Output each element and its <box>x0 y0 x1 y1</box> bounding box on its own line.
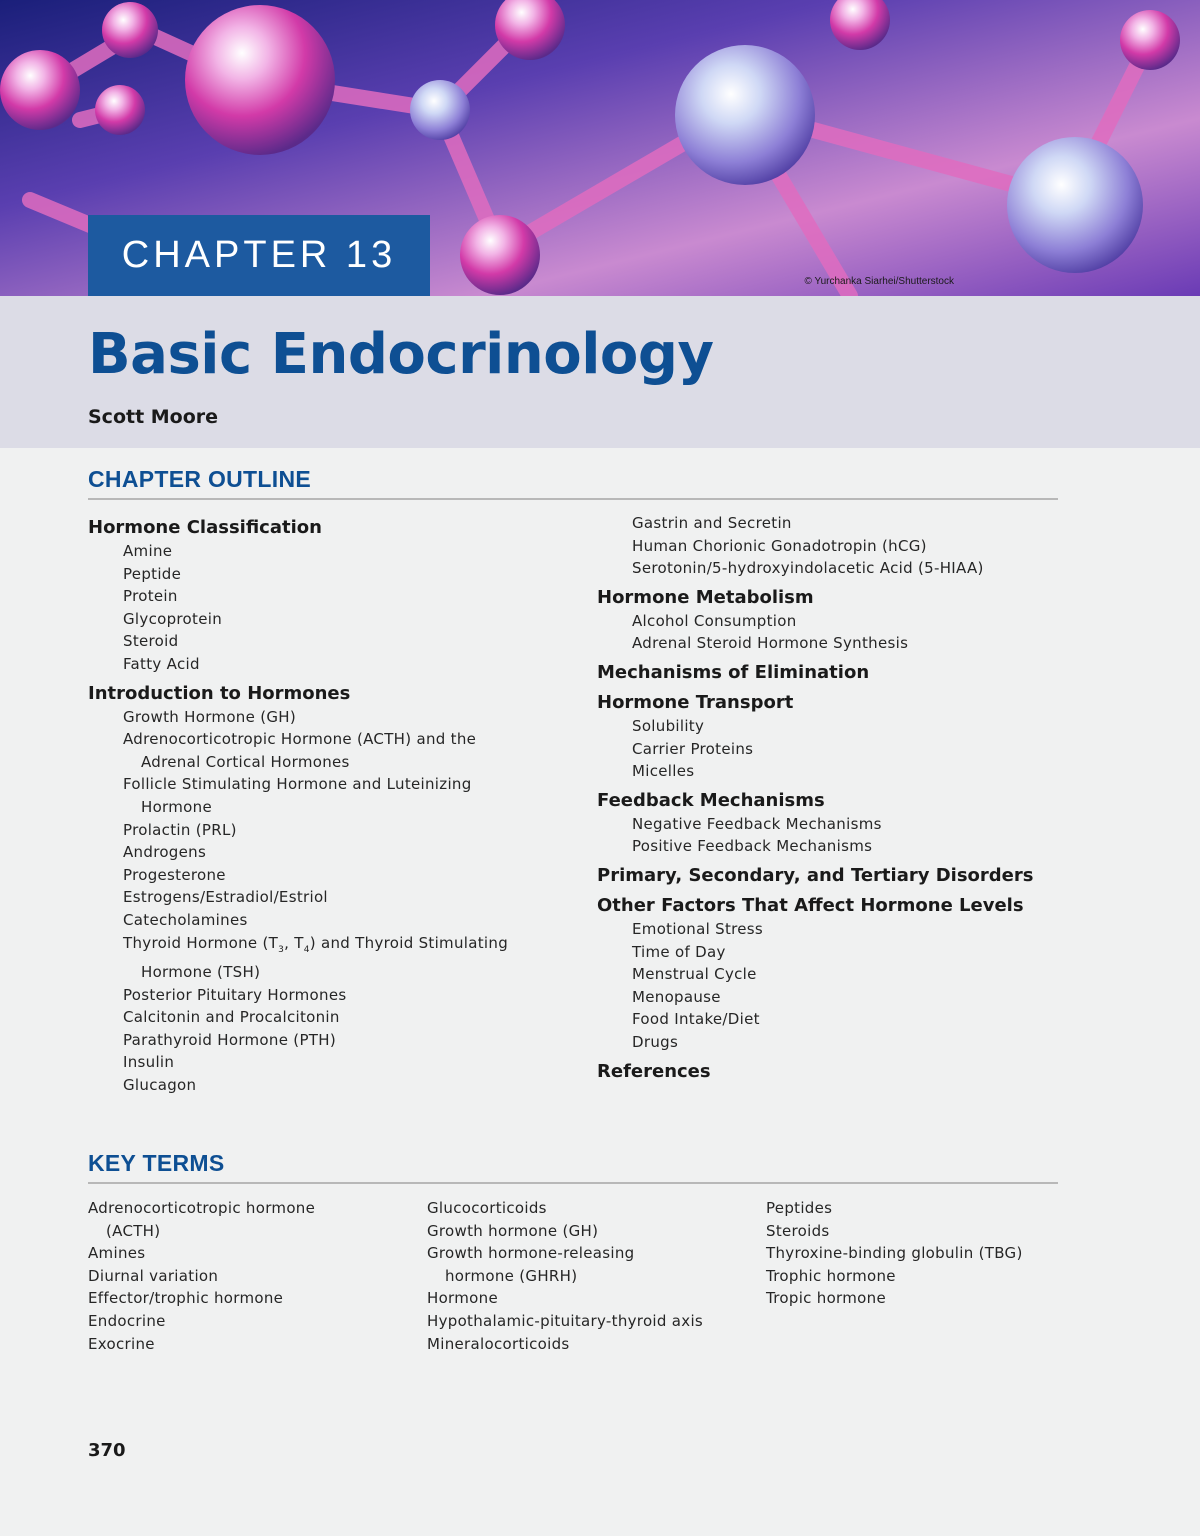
outline-item: Posterior Pituitary Hormones <box>123 985 347 1004</box>
key-terms-divider <box>88 1182 1058 1184</box>
outline-item: Solubility <box>632 716 705 735</box>
key-term: Thyroxine-binding globulin (TBG) <box>766 1244 1023 1263</box>
outline-item: Insulin <box>123 1053 175 1072</box>
key-term-line: Growth hormone-releasing <box>427 1244 635 1263</box>
outline-item: Growth Hormone (GH) <box>123 707 297 726</box>
outline-section-title: Other Factors That Affect Hormone Levels <box>597 894 1024 916</box>
outline-item-line <box>123 933 509 955</box>
key-term <box>427 1242 757 1287</box>
outline-item-continuation: Adrenal Cortical Hormones <box>141 752 350 771</box>
key-terms-column-1 <box>88 1197 418 1355</box>
outline-item: Fatty Acid <box>123 654 200 673</box>
thyroid-text-b: , T <box>284 933 304 952</box>
chapter-label: CHAPTER 13 <box>88 215 430 296</box>
key-term: Growth hormone (GH) <box>427 1221 599 1240</box>
outline-item: Time of Day <box>632 942 726 961</box>
key-term <box>88 1197 418 1242</box>
outline-item: Peptide <box>123 564 182 583</box>
outline-item: Prolactin (PRL) <box>123 820 237 839</box>
image-credit: © Yurchanka Siarhei/Shutterstock <box>804 276 954 287</box>
outline-item: Steroid <box>123 632 179 651</box>
key-term: Mineralocorticoids <box>427 1334 570 1353</box>
outline-item: Menstrual Cycle <box>632 965 757 984</box>
thyroid-sub-3: 3 <box>278 944 285 955</box>
outline-item: Protein <box>123 587 178 606</box>
outline-section-title: Hormone Transport <box>597 691 794 713</box>
outline-item: Progesterone <box>123 865 226 884</box>
key-term: Exocrine <box>88 1334 155 1353</box>
thyroid-text-a: Thyroid Hormone (T <box>123 933 279 952</box>
outline-item: Gastrin and Secretin <box>632 514 792 532</box>
outline-item: Positive Feedback Mechanisms <box>632 837 873 856</box>
outline-divider <box>88 498 1058 500</box>
outline-left-column <box>88 516 558 1097</box>
key-term: Tropic hormone <box>766 1289 886 1308</box>
key-terms-column-3 <box>766 1197 1096 1310</box>
outline-section-title: Mechanisms of Elimination <box>597 661 870 683</box>
outline-item: Negative Feedback Mechanisms <box>632 814 882 833</box>
outline-item <box>88 932 558 984</box>
outline-item: Parathyroid Hormone (PTH) <box>123 1030 337 1049</box>
outline-item: Micelles <box>632 762 695 781</box>
outline-item: Adrenal Steroid Hormone Synthesis <box>632 634 909 653</box>
key-term: Endocrine <box>88 1311 166 1330</box>
key-terms-column-2 <box>427 1197 757 1355</box>
outline-item: Menopause <box>632 987 721 1006</box>
outline-item: Androgens <box>123 843 207 862</box>
outline-right-column <box>597 512 1067 1084</box>
outline-item: Amine <box>123 542 173 560</box>
outline-item: Carrier Proteins <box>632 739 754 758</box>
key-term: Amines <box>88 1244 146 1263</box>
outline-item <box>88 773 558 818</box>
key-terms-heading: KEY TERMS <box>88 1150 225 1176</box>
key-term: Diurnal variation <box>88 1266 219 1285</box>
key-term: Hormone <box>427 1289 498 1308</box>
outline-item: Serotonin/5-hydroxyindolacetic Acid (5-HIAA) <box>632 559 984 578</box>
outline-item: Emotional Stress <box>632 919 764 938</box>
author-name: Scott Moore <box>88 406 219 428</box>
outline-item-continuation: Hormone <box>141 797 212 816</box>
outline-section-title: Feedback Mechanisms <box>597 789 825 811</box>
outline-item: Glycoprotein <box>123 609 223 628</box>
key-term-continuation: (ACTH) <box>106 1221 161 1240</box>
outline-section-title: Hormone Classification <box>88 517 322 538</box>
key-term: Hypothalamic-pituitary-thyroid axis <box>427 1311 704 1330</box>
outline-section-title: References <box>597 1060 711 1082</box>
outline-item: Food Intake/Diet <box>632 1010 760 1029</box>
chapter-title: Basic Endocrinology <box>88 322 714 387</box>
key-term: Steroids <box>766 1221 830 1240</box>
thyroid-text-c: ) and Thyroid Stimulating <box>309 933 509 952</box>
key-term-continuation: hormone (GHRH) <box>445 1266 578 1285</box>
thyroid-sub-4: 4 <box>303 944 310 955</box>
outline-section-title: Primary, Secondary, and Tertiary Disorders <box>597 864 1034 886</box>
outline-item: Catecholamines <box>123 910 248 929</box>
outline-item: Drugs <box>632 1032 679 1051</box>
key-term-line: Adrenocorticotropic hormone <box>88 1199 316 1217</box>
outline-item: Estrogens/Estradiol/Estriol <box>123 888 328 907</box>
outline-item <box>88 728 558 773</box>
outline-item: Alcohol Consumption <box>632 611 797 630</box>
chapter-outline-heading: CHAPTER OUTLINE <box>88 466 311 492</box>
outline-item-line: Follicle Stimulating Hormone and Luteinizing <box>123 775 472 794</box>
key-term: Effector/trophic hormone <box>88 1289 284 1308</box>
outline-item: Calcitonin and Procalcitonin <box>123 1008 340 1027</box>
page-number: 370 <box>88 1440 126 1461</box>
key-term: Peptides <box>766 1199 833 1217</box>
key-term: Glucocorticoids <box>427 1199 547 1217</box>
outline-section-title: Introduction to Hormones <box>88 682 351 704</box>
outline-item: Glucagon <box>123 1076 197 1095</box>
key-term: Trophic hormone <box>766 1266 896 1285</box>
outline-item: Human Chorionic Gonadotropin (hCG) <box>632 536 927 555</box>
outline-item-continuation: Hormone (TSH) <box>141 963 261 982</box>
outline-item-line: Adrenocorticotropic Hormone (ACTH) and the <box>123 730 477 749</box>
outline-section-title: Hormone Metabolism <box>597 586 814 608</box>
